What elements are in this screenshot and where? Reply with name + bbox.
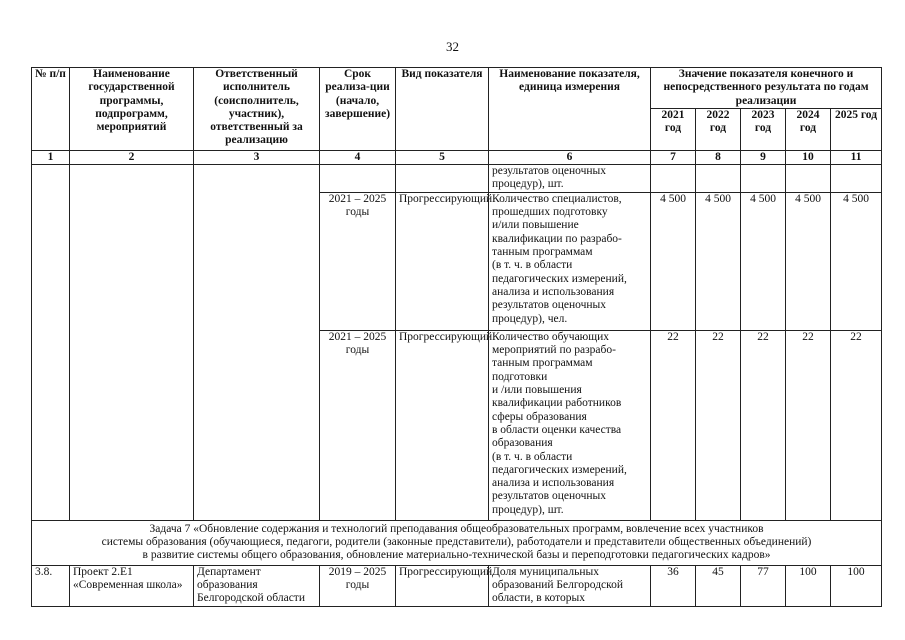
- value-cell: 22: [651, 330, 696, 520]
- cell-num-empty: [32, 164, 70, 520]
- header-year: 2024 год: [786, 108, 831, 150]
- value-cell: 4 500: [831, 192, 882, 330]
- header-year: 2021 год: [651, 108, 696, 150]
- value-cell: 36: [651, 565, 696, 606]
- header-year: 2025 год: [831, 108, 882, 150]
- indicator-cell: результатов оценочных процедур), шт.: [489, 164, 651, 192]
- value-cell: [831, 164, 882, 192]
- column-number: 11: [831, 150, 882, 164]
- executor-cell: Департамент образования Белгородской области: [194, 565, 320, 606]
- value-cell: 4 500: [651, 192, 696, 330]
- header-row: [32, 68, 882, 109]
- column-number: 2: [70, 150, 194, 164]
- value-cell: [741, 164, 786, 192]
- value-cell: 45: [696, 565, 741, 606]
- project-name-cell: Проект 2.Е1 «Современная школа»: [70, 565, 194, 606]
- header-year: 2022 год: [696, 108, 741, 150]
- value-cell: [696, 164, 741, 192]
- term-cell: 2021 – 2025 годы: [320, 330, 396, 520]
- value-cell: [786, 164, 831, 192]
- column-number: 7: [651, 150, 696, 164]
- column-number: 10: [786, 150, 831, 164]
- row-num: 3.8.: [32, 565, 70, 606]
- indicators-table: [31, 67, 882, 607]
- table-row: [32, 565, 882, 606]
- header-name: Наименование государственной программы, подпрограмм, мероприятий: [70, 68, 194, 151]
- task-7-text: Задача 7 «Обновление содержания и технологий преподавания общеобразовательных программ, вовлечение всех участников системы образования (обучающиеся, педагоги, родители (законные представители), работодатели и представители общественных объединений) в развитие системы общего образования, обновление материально-технической базы и переподготовки педагогических кадров»: [32, 520, 882, 565]
- value-cell: 22: [741, 330, 786, 520]
- header-executor: Ответственный исполнитель (соисполнитель, участник), ответственный за реализацию: [194, 68, 320, 151]
- type-cell: Прогрессирующий: [396, 565, 489, 606]
- cell-name-empty: [70, 164, 194, 520]
- value-cell: 22: [831, 330, 882, 520]
- indicator-cell: Доля муниципальных образований Белгородской области, в которых: [489, 565, 651, 606]
- type-cell: Прогрессирующий: [396, 192, 489, 330]
- task-row: [32, 520, 882, 565]
- header-term: Срок реализа-ции (начало, завершение): [320, 68, 396, 151]
- column-numbers-row: [32, 150, 882, 164]
- header-year: 2023 год: [741, 108, 786, 150]
- indicator-cell: Количество обучающих мероприятий по разрабо- танным программам подготовки и /или повышения квалификации работников сферы образования в области оценки качества образования (в т. ч. в области педагогических измерений, анализа и использования результатов оценочных процедур), шт.: [489, 330, 651, 520]
- value-cell: 77: [741, 565, 786, 606]
- column-number: 3: [194, 150, 320, 164]
- value-cell: 4 500: [741, 192, 786, 330]
- column-number: 6: [489, 150, 651, 164]
- value-cell: 100: [831, 565, 882, 606]
- type-cell: Прогрессирующий: [396, 330, 489, 520]
- cell-executor-empty: [194, 164, 320, 520]
- value-cell: 22: [786, 330, 831, 520]
- column-number: 8: [696, 150, 741, 164]
- header-values-group: Значение показателя конечного и непосредственного результата по годам реализации: [651, 68, 882, 109]
- header-type: Вид показателя: [396, 68, 489, 151]
- column-number: 9: [741, 150, 786, 164]
- table-row: [32, 164, 882, 192]
- value-cell: 4 500: [696, 192, 741, 330]
- term-cell: 2021 – 2025 годы: [320, 192, 396, 330]
- column-number: 5: [396, 150, 489, 164]
- cell-term-empty: [320, 164, 396, 192]
- value-cell: 4 500: [786, 192, 831, 330]
- column-number: 1: [32, 150, 70, 164]
- term-cell: 2019 – 2025 годы: [320, 565, 396, 606]
- column-number: 4: [320, 150, 396, 164]
- header-num: № п/п: [32, 68, 70, 151]
- header-indicator: Наименование показателя, единица измерения: [489, 68, 651, 151]
- cell-type-empty: [396, 164, 489, 192]
- value-cell: [651, 164, 696, 192]
- value-cell: 22: [696, 330, 741, 520]
- value-cell: 100: [786, 565, 831, 606]
- indicator-cell: Количество специалистов, прошедших подготовку и/или повышение квалификации по разрабо- танным программам (в т. ч. в области педагогических измерений, анализа и использования результатов оценочных процедур), чел.: [489, 192, 651, 330]
- page-number: 32: [446, 39, 459, 54]
